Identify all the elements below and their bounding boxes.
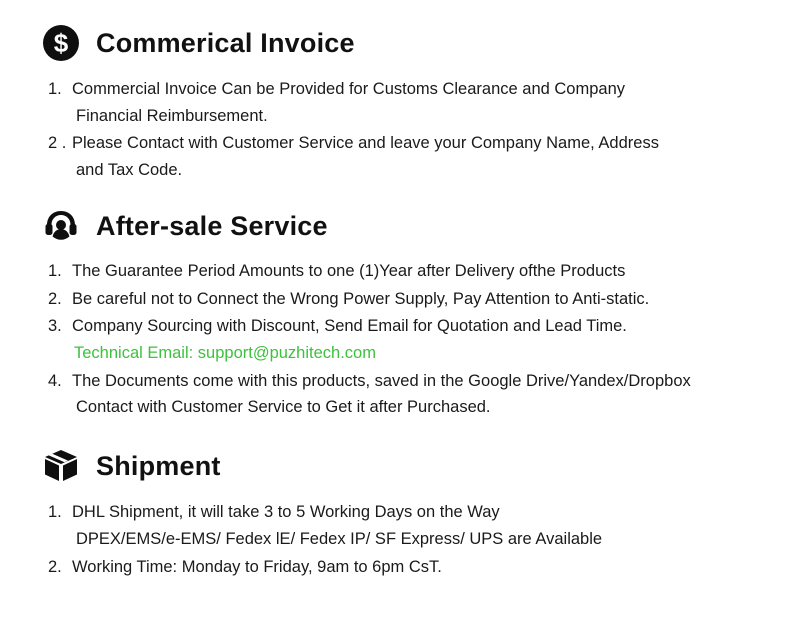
- item-line: Contact with Customer Service to Get it after Purchased.: [76, 398, 491, 417]
- section-shipment: [40, 445, 750, 580]
- item-number: 2.: [48, 557, 62, 576]
- item-number: 3.: [48, 317, 62, 336]
- item-line: DHL Shipment, it will take 3 to 5 Working Days on the Way: [72, 503, 500, 522]
- item-line: Company Sourcing with Discount, Send Email for Quotation and Lead Time.: [72, 317, 627, 336]
- item-line: Financial Reimbursement.: [76, 106, 268, 125]
- list-item: [48, 258, 750, 285]
- item-list: [40, 258, 750, 421]
- section-commerical-invoice: [40, 22, 750, 184]
- list-item: [48, 313, 750, 366]
- section-header: [40, 206, 750, 248]
- item-number: 4.: [48, 371, 62, 390]
- section-header: [40, 22, 750, 64]
- item-text: [72, 258, 750, 285]
- svg-text:$: $: [53, 28, 69, 58]
- list-item: [48, 368, 750, 421]
- section-title: Commerical Invoice: [96, 27, 355, 58]
- item-number: 1.: [48, 80, 62, 98]
- headset-support-icon: [40, 206, 82, 248]
- item-number: 1.: [48, 261, 62, 280]
- item-text: [72, 554, 750, 581]
- item-line: DPEX/EMS/e-EMS/ Fedex lE/ Fedex IP/ SF Express/ UPS are Available: [76, 529, 603, 548]
- list-item: [48, 130, 750, 183]
- list-item: [48, 286, 750, 313]
- section-after-sale-service: [40, 206, 750, 421]
- item-text: [72, 313, 750, 366]
- item-number: 2.: [48, 289, 62, 308]
- technical-email-line: Technical Email: support@puzhitech.com: [74, 344, 376, 363]
- item-list: [40, 76, 750, 184]
- item-text: [72, 499, 750, 552]
- item-number: 2 .: [48, 134, 67, 153]
- section-header: [40, 445, 750, 487]
- item-text: [72, 286, 750, 313]
- item-text: [72, 368, 750, 421]
- list-item: [48, 499, 750, 552]
- section-title: After-sale Service: [96, 211, 328, 242]
- section-title: Shipment: [96, 450, 221, 481]
- item-text: [72, 76, 750, 129]
- package-box-icon: [40, 445, 82, 487]
- item-line: Working Time: Monday to Friday, 9am to 6pm CsT.: [72, 557, 442, 576]
- item-number: 1.: [48, 503, 62, 522]
- list-item: [48, 554, 750, 581]
- item-line: and Tax Code.: [76, 161, 183, 180]
- item-line: Be careful not to Connect the Wrong Power Supply, Pay Attention to Anti-static.: [72, 289, 650, 308]
- item-list: [40, 499, 750, 580]
- list-item: [48, 76, 750, 129]
- item-line: The Guarantee Period Amounts to one (1)Year after Delivery ofthe Products: [72, 261, 626, 280]
- dollar-circle-icon: [40, 22, 82, 64]
- item-text: [72, 130, 750, 183]
- item-line: Please Contact with Customer Service and leave your Company Name, Address: [72, 134, 659, 153]
- item-line: The Documents come with this products, saved in the Google Drive/Yandex/Dropbox: [72, 371, 691, 390]
- item-line: Commercial Invoice Can be Provided for Customs Clearance and Company: [72, 80, 625, 98]
